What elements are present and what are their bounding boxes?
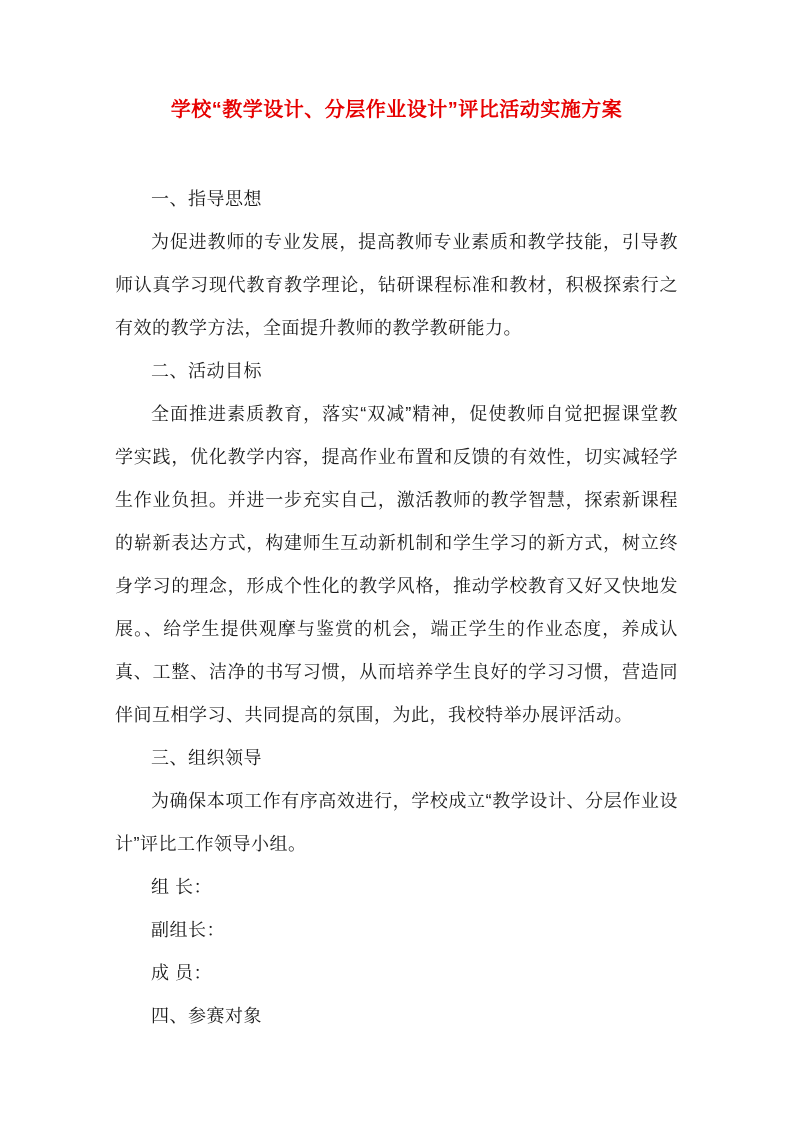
document-title: 学校“教学设计、分层作业设计”评比活动实施方案 bbox=[170, 99, 623, 121]
paragraph: 一、指导思想 bbox=[151, 189, 262, 209]
paragraph: 成 员： bbox=[151, 963, 213, 983]
paragraph: 为促进教师的专业发展，提高教师专业素质和教学技能，引导教师认真学习现代教育教学理论，钻研课程标准和教材，积极探索行之有效的教学方法，全面提升教师的教学教研能力。 bbox=[115, 232, 678, 338]
paragraph: 组 长： bbox=[151, 877, 213, 897]
paragraph: 全面推进素质教育，落实“双减”精神，促使教师自觉把握课堂教学实践，优化教学内容，提高作业布置和反馈的有效性，切实减轻学生作业负担。并进一步充实自己，激活教师的教学智慧，探索新课程的崭新表达方式，构建师生互动新机制和学生学习的新方式，树立终身学习的理念，形成个性化的教学风格，推动学校教育又好又快地发展。、给学生提供观摩与鉴赏的机会，端正学生的作业态度，养成认真、工整、洁净的书写习惯，从而培养学生良好的学习习惯，营造同伴间互相学习、共同提高的氛围，为此，我校特举办展评活动。 bbox=[115, 404, 678, 725]
paragraph: 三、组织领导 bbox=[151, 748, 262, 768]
paragraph: 副组长： bbox=[151, 920, 225, 940]
paragraph: 四、参赛对象 bbox=[151, 1006, 262, 1026]
paragraph: 为确保本项工作有序高效进行，学校成立“教学设计、分层作业设计”评比工作领导小组。 bbox=[115, 791, 678, 854]
paragraph: 二、活动目标 bbox=[151, 361, 262, 381]
document-body bbox=[115, 178, 678, 1038]
